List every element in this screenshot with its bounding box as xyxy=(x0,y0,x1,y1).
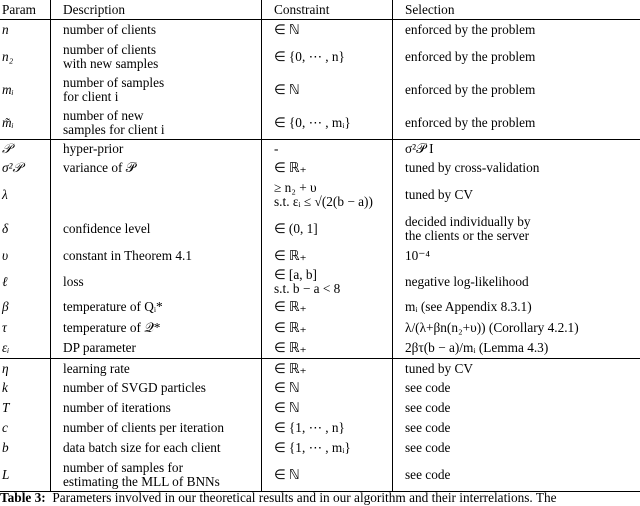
selection-cell: tuned by cross-validation xyxy=(393,158,640,178)
description-cell: learning rate xyxy=(51,359,262,379)
table-row xyxy=(0,246,640,266)
description-cell: loss xyxy=(51,266,262,297)
description-cell: confidence level xyxy=(51,212,262,246)
table-row xyxy=(0,73,640,106)
description-cell: number of SVGD particles xyxy=(51,378,262,398)
table-row xyxy=(0,359,640,379)
table-row xyxy=(0,378,640,398)
constraint-cell: ∈ {1, ⋯ , mᵢ} xyxy=(262,438,393,458)
caption-label: Table 3: xyxy=(0,490,46,505)
description-cell: constant in Theorem 4.1 xyxy=(51,246,262,266)
table-row xyxy=(0,418,640,438)
selection-cell: see code xyxy=(393,378,640,398)
table-row xyxy=(0,178,640,212)
constraint-cell: ∈ {1, ⋯ , n} xyxy=(262,418,393,438)
param-cell: n xyxy=(2,22,9,37)
description-cell: variance of 𝒫 xyxy=(51,158,262,178)
param-cell: δ xyxy=(2,221,9,236)
selection-cell: enforced by the problem xyxy=(393,106,640,140)
selection-cell: tuned by CV xyxy=(393,178,640,212)
selection-cell: negative log-likelihood xyxy=(393,266,640,297)
description-cell: number of new samples for client i xyxy=(51,106,262,140)
param-cell: ℓ xyxy=(2,273,8,289)
constraint-cell: ∈ ℕ xyxy=(262,73,393,106)
constraint-cell: ∈ ℝ₊ xyxy=(262,246,393,266)
header-description: Description xyxy=(51,0,262,20)
constraint-cell: ∈ {0, ⋯ , mᵢ} xyxy=(262,106,393,140)
header-param: Param xyxy=(0,0,51,20)
param-cell: mᵢ xyxy=(2,81,14,97)
description-cell: data batch size for each client xyxy=(51,438,262,458)
header-constraint: Constraint xyxy=(262,0,393,20)
constraint-cell: ∈ ℝ₊ xyxy=(262,158,393,178)
selection-cell: λ/(λ+βn(n₂+υ)) (Corollary 4.2.1) xyxy=(393,317,640,338)
table-caption xyxy=(0,490,557,506)
param-cell: b xyxy=(2,440,9,455)
description-cell: temperature of 𝒬* xyxy=(51,317,262,338)
description-cell: number of iterations xyxy=(51,398,262,418)
selection-cell: σ²𝒫 I xyxy=(393,140,640,159)
table-row xyxy=(0,338,640,359)
description-cell: number of clients per iteration xyxy=(51,418,262,438)
constraint-cell: ∈ ℝ₊ xyxy=(262,338,393,359)
table-row xyxy=(0,438,640,458)
param-cell: c xyxy=(2,420,8,435)
constraint-cell: ∈ ℕ xyxy=(262,20,393,41)
table-row xyxy=(0,297,640,317)
constraint-cell: ∈ ℝ₊ xyxy=(262,359,393,379)
table-row xyxy=(0,398,640,418)
selection-cell: enforced by the problem xyxy=(393,73,640,106)
description-cell: number of clients xyxy=(51,20,262,41)
selection-cell: see code xyxy=(393,438,640,458)
description-cell: hyper-prior xyxy=(51,140,262,159)
selection-cell: tuned by CV xyxy=(393,359,640,379)
selection-cell: decided individually by the clients or the server xyxy=(393,212,640,246)
description-cell: number of samples for estimating the MLL of BNNs xyxy=(51,458,262,492)
param-cell: L xyxy=(0,458,51,492)
param-cell: 𝒫 xyxy=(0,140,51,159)
constraint-cell: ∈ ℕ xyxy=(262,458,393,492)
table-row xyxy=(0,20,640,41)
param-cell: η xyxy=(0,359,51,379)
param-cell: k xyxy=(2,380,8,395)
description-cell xyxy=(51,178,262,212)
constraint-cell: ∈ (0, 1] xyxy=(262,212,393,246)
constraint-cell: ≥ n₂ + υ s.t. εᵢ ≤ √(2(b − a)) xyxy=(262,178,393,212)
table-row xyxy=(0,212,640,246)
param-cell: m̃ᵢ xyxy=(2,114,14,130)
param-cell: n₂ xyxy=(2,48,14,64)
table-row xyxy=(0,40,640,73)
constraint-cell: ∈ {0, ⋯ , n} xyxy=(262,40,393,73)
selection-cell: see code xyxy=(393,458,640,492)
constraint-cell: ∈ ℝ₊ xyxy=(262,317,393,338)
description-cell: number of samples for client i xyxy=(51,73,262,106)
table-row xyxy=(0,458,640,492)
table-row xyxy=(0,266,640,297)
param-cell: εᵢ xyxy=(2,340,10,355)
param-cell: τ xyxy=(2,319,7,335)
table-row xyxy=(0,106,640,140)
selection-cell: enforced by the problem xyxy=(393,20,640,41)
selection-cell: see code xyxy=(393,418,640,438)
selection-cell: 10⁻⁴ xyxy=(393,246,640,266)
caption-text: Parameters involved in our theoretical results and in our algorithm and their interrelations. The xyxy=(52,490,557,505)
table-row xyxy=(0,158,640,178)
description-cell: number of clients with new samples xyxy=(51,40,262,73)
param-cell: β xyxy=(2,299,9,314)
constraint-cell: ∈ ℝ₊ xyxy=(262,297,393,317)
param-cell: υ xyxy=(2,248,9,263)
constraint-cell: ∈ ℕ xyxy=(262,398,393,418)
param-cell: T xyxy=(2,400,10,415)
selection-cell: see code xyxy=(393,398,640,418)
header-selection: Selection xyxy=(393,0,640,20)
constraint-cell: ∈ ℕ xyxy=(262,378,393,398)
param-cell: λ xyxy=(2,187,8,202)
constraint-cell: ∈ [a, b] s.t. b − a < 8 xyxy=(262,266,393,297)
constraint-cell: - xyxy=(262,140,393,159)
table-header xyxy=(0,0,640,20)
param-cell: σ²𝒫 xyxy=(2,160,23,175)
selection-cell: 2βτ(b − a)/mᵢ (Lemma 4.3) xyxy=(393,338,640,359)
table-row xyxy=(0,140,640,159)
selection-cell: mᵢ (see Appendix 8.3.1) xyxy=(393,297,640,317)
description-cell: DP parameter xyxy=(51,338,262,359)
table-row xyxy=(0,317,640,338)
description-cell: temperature of Qᵢ* xyxy=(51,297,262,317)
selection-cell: enforced by the problem xyxy=(393,40,640,73)
